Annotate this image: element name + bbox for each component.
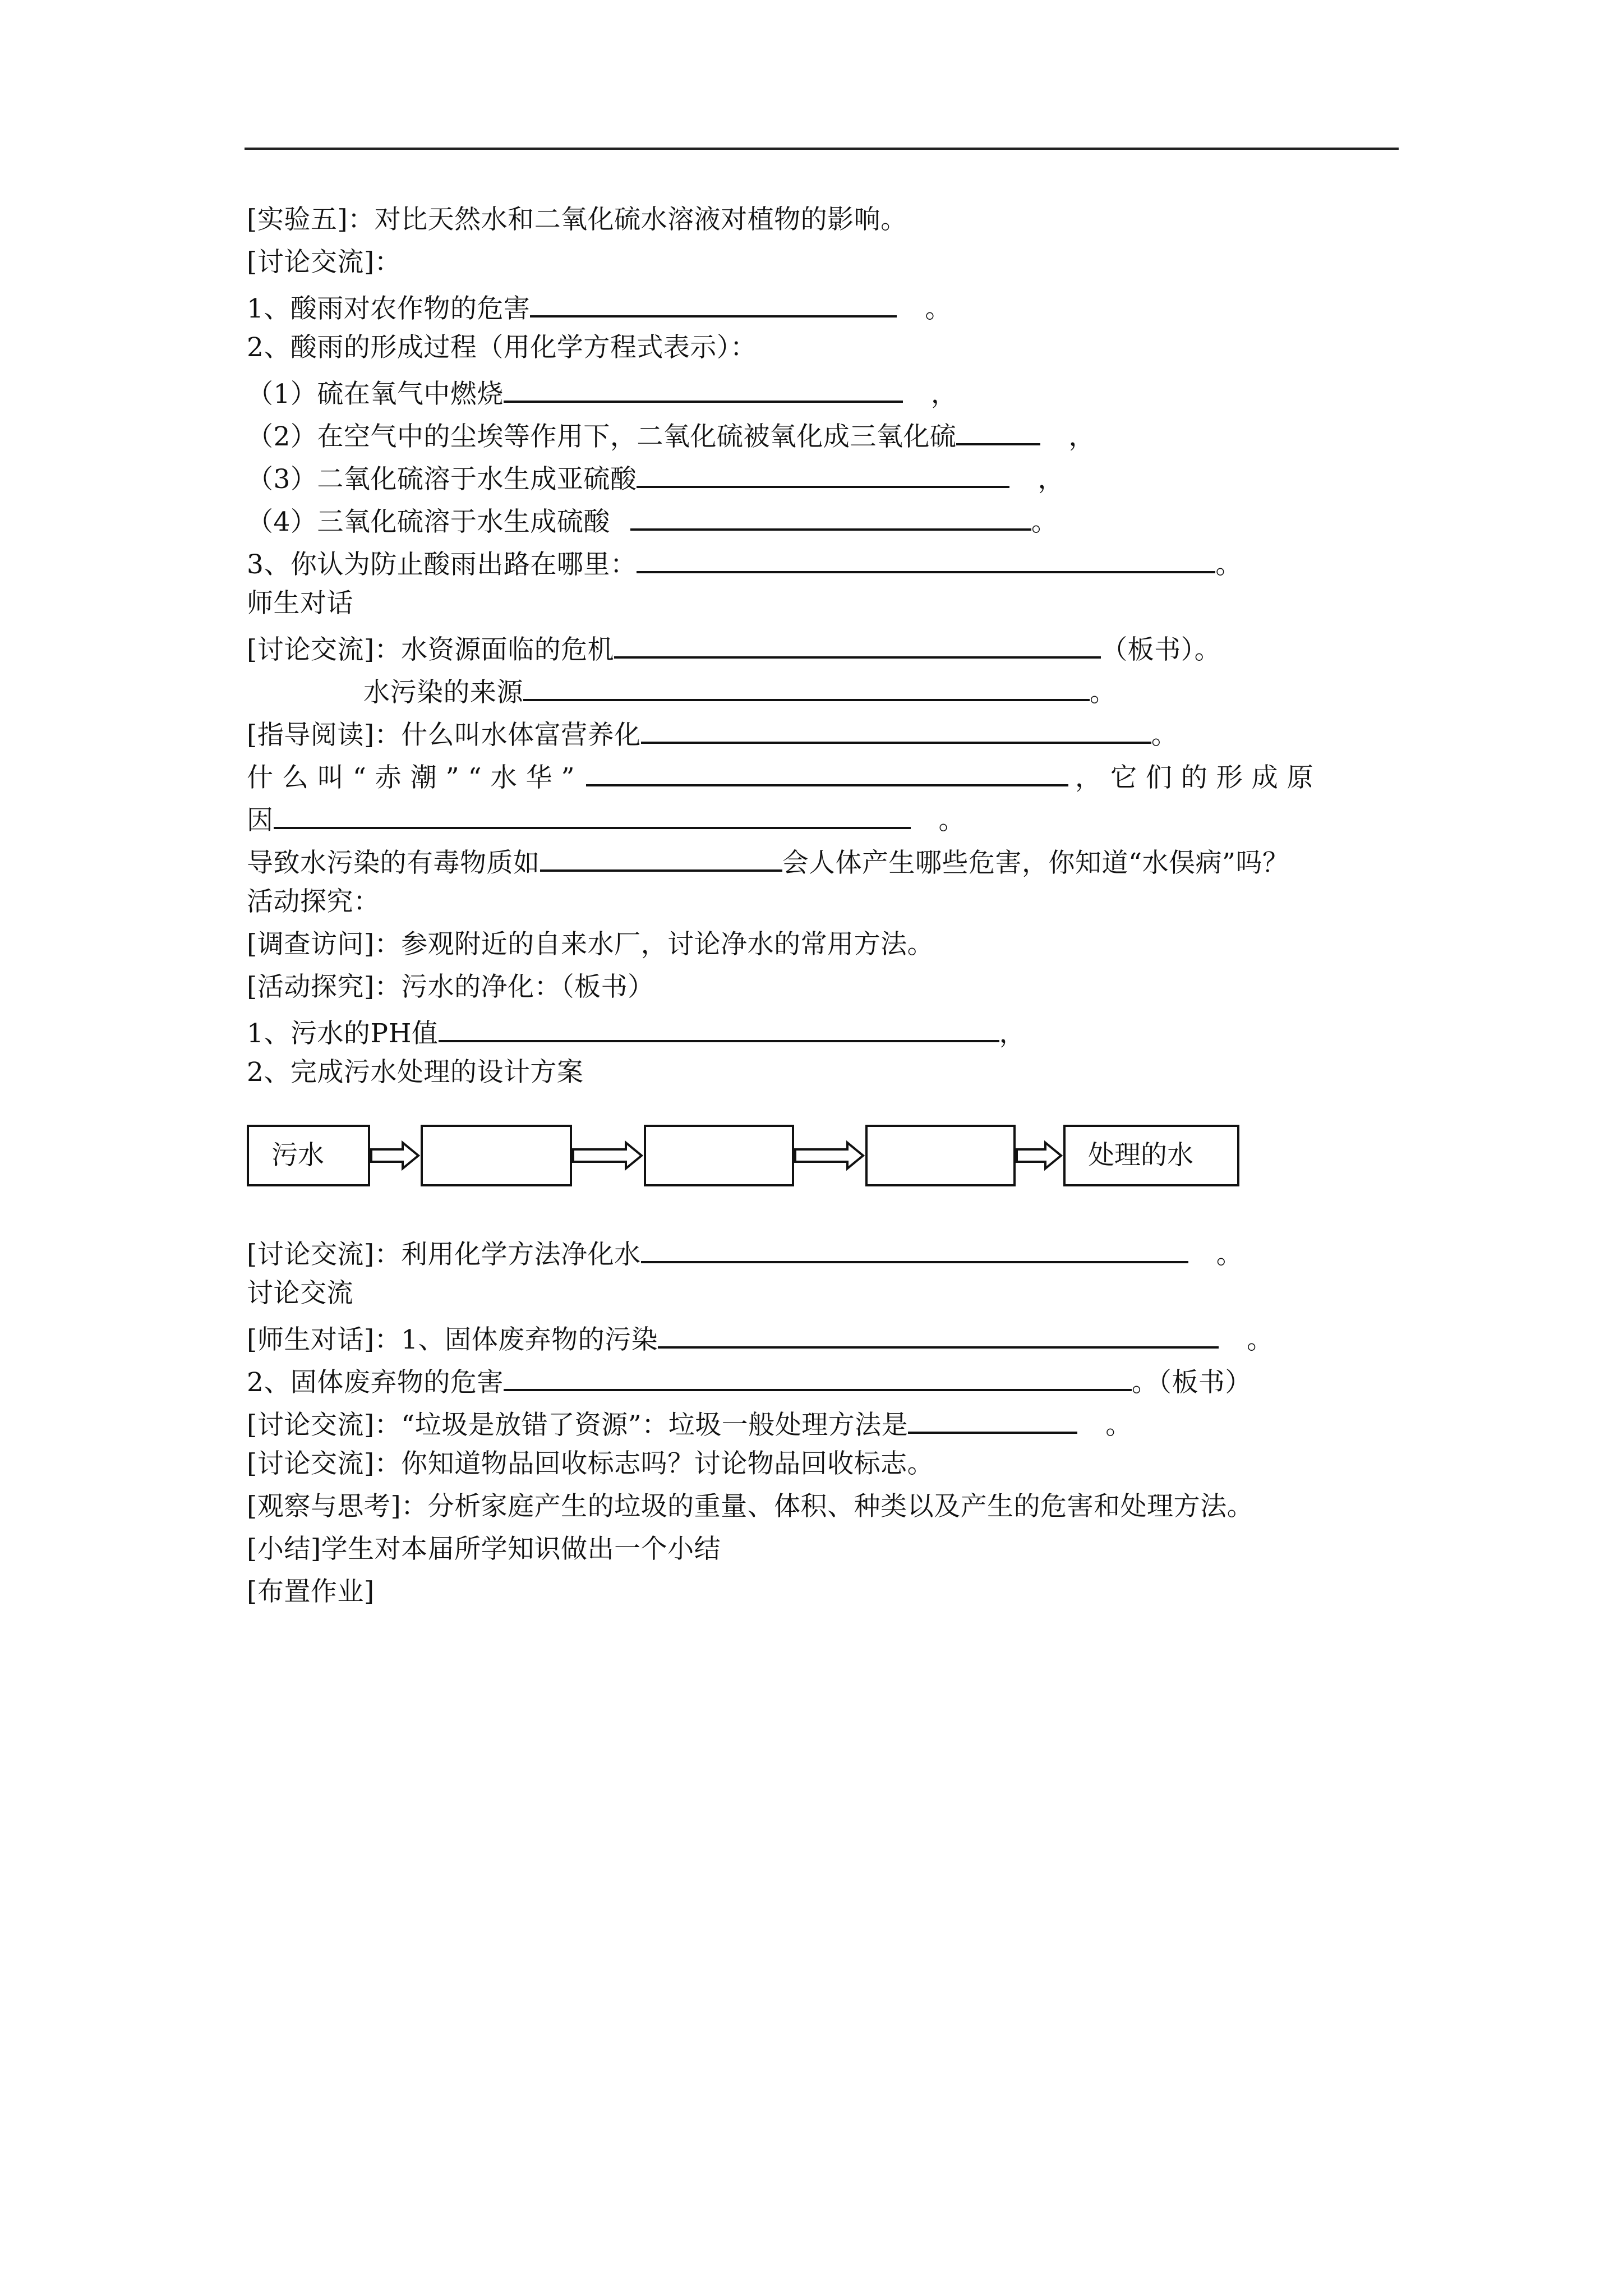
text: 。: [1031, 507, 1058, 537]
text: 导致水污染的有毒物质如: [247, 848, 540, 878]
text: [讨论交流]：你知道物品回收标志吗？讨论物品回收标志。: [247, 1448, 934, 1479]
flow-arrow-icon: [1016, 1140, 1063, 1171]
answer-blank[interactable]: [523, 672, 1090, 701]
text: [讨论交流]：: [247, 247, 402, 278]
observation-line: [247, 1490, 1253, 1524]
text: [观察与思考]：分析家庭产生的垃圾的重量、体积、种类以及产生的危害和处理方法。: [247, 1491, 1254, 1522]
equation-3-line: [247, 459, 1064, 496]
text: [布置作业]: [247, 1576, 375, 1607]
text: 。: [1216, 1239, 1243, 1270]
flow-start-label: 污水: [271, 1140, 324, 1171]
toxic-substance-line: [247, 843, 1289, 880]
text: ， 它 们 的 形 成 原: [1075, 762, 1314, 793]
text: 2、酸雨的形成过程（用化学方程式表示）：: [247, 332, 757, 363]
design-line: [247, 1056, 583, 1089]
flow-step-3-box[interactable]: [865, 1125, 1016, 1186]
acid-rain-harm-line: [247, 288, 952, 326]
text: ，: [1038, 464, 1064, 495]
text: [师生对话]：1、固体废弃物的污染: [247, 1324, 658, 1355]
cause-line: [247, 800, 965, 838]
answer-blank[interactable]: [637, 544, 1215, 573]
text: ，: [930, 379, 958, 409]
flow-end-box: [1063, 1125, 1239, 1186]
purification-line: [247, 970, 654, 1004]
text: 活动探究：: [247, 886, 380, 917]
solid-waste-harm-line: [247, 1362, 1252, 1400]
answer-blank[interactable]: [658, 1319, 1219, 1349]
discussion-heading-2: [247, 1277, 353, 1310]
text: 会人体产生哪些危害，你知道“水俣病”吗？: [782, 848, 1289, 878]
flow-arrow-icon: [572, 1140, 644, 1171]
text: （4）三氧化硫溶于水生成硫酸: [247, 507, 610, 537]
discussion-heading: [247, 246, 401, 279]
answer-blank[interactable]: [504, 1362, 1132, 1391]
text: [讨论交流]：水资源面临的危机: [247, 634, 615, 665]
text: ，: [999, 1018, 1026, 1049]
text: 什 么 叫 “ 赤 潮 ” “ 水 华 ”: [247, 762, 575, 793]
text: 讨论交流: [247, 1278, 353, 1309]
flow-start-box: [247, 1125, 370, 1186]
answer-blank[interactable]: [641, 1234, 1188, 1263]
text: （板书）。: [1101, 634, 1221, 665]
text: 2、完成污水处理的设计方案: [247, 1057, 584, 1088]
flow-end-label: 处理的水: [1088, 1140, 1193, 1171]
text: [讨论交流]：利用化学方法净化水: [247, 1239, 641, 1270]
flow-arrow-icon: [370, 1140, 421, 1171]
acid-rain-formation-line: [247, 331, 757, 365]
red-tide-line: [247, 757, 1313, 795]
text: （2）在空气中的尘埃等作用下，二氧化硫被氧化成三氧化硫: [247, 421, 957, 452]
recycling-line: [247, 1447, 934, 1481]
flow-arrow-icon: [794, 1140, 865, 1171]
equation-2-line: [247, 416, 1095, 454]
homework-line: [247, 1575, 375, 1609]
text: 3、你认为防止酸雨出路在哪里：: [247, 549, 637, 580]
ph-line: [247, 1013, 1026, 1051]
text: 2、固体废弃物的危害: [247, 1367, 504, 1398]
text: [讨论交流]：“垃圾是放错了资源”：垃圾一般处理方法是: [247, 1410, 909, 1441]
text: [活动探究]：污水的净化：（板书）: [247, 972, 654, 1002]
garbage-line: [247, 1405, 1132, 1442]
experiment-5-line: [247, 203, 907, 237]
survey-line: [247, 928, 934, 961]
text: 。: [1247, 1324, 1274, 1355]
answer-blank[interactable]: [908, 1405, 1077, 1434]
text: 。: [1215, 549, 1242, 580]
dialogue-heading: [247, 587, 353, 620]
chemical-purification-line: [247, 1234, 1243, 1272]
answer-blank[interactable]: [637, 459, 1009, 488]
text: 。: [925, 293, 952, 324]
answer-blank[interactable]: [540, 843, 782, 872]
water-crisis-line: [247, 629, 1221, 667]
text: 因: [247, 805, 274, 836]
text: ，: [1068, 421, 1095, 452]
flow-step-2-box[interactable]: [644, 1125, 794, 1186]
answer-blank[interactable]: [274, 800, 911, 829]
text: [实验五]：对比天然水和二氧化硫水溶液对植物的影响。: [247, 204, 907, 235]
answer-blank[interactable]: [586, 757, 1068, 786]
activity-heading: [247, 885, 380, 919]
text: 1、酸雨对农作物的危害: [247, 293, 531, 324]
answer-blank[interactable]: [439, 1013, 999, 1042]
answer-blank[interactable]: [530, 288, 897, 318]
text: 师生对话: [247, 588, 353, 619]
text: 水污染的来源: [363, 677, 523, 708]
answer-blank[interactable]: [956, 416, 1040, 445]
answer-blank[interactable]: [614, 629, 1101, 659]
text: 。: [1105, 1410, 1132, 1441]
answer-blank[interactable]: [630, 501, 1031, 531]
text: 1、污水的PH值: [247, 1018, 439, 1049]
equation-4-line: [247, 501, 1058, 539]
text: [小结]学生对本届所学知识做出一个小结: [247, 1534, 721, 1565]
solid-waste-pollution-line: [247, 1319, 1274, 1357]
answer-blank[interactable]: [504, 374, 903, 403]
eutrophication-line: [247, 715, 1178, 752]
text: [指导阅读]：什么叫水体富营养化: [247, 720, 641, 751]
summary-line: [247, 1533, 721, 1566]
text: 。: [1090, 677, 1117, 708]
answer-blank[interactable]: [641, 715, 1151, 744]
header-rule: [245, 148, 1399, 150]
text: 。: [938, 805, 965, 836]
equation-1-line: [247, 374, 957, 411]
prevention-line: [247, 544, 1242, 582]
text: 。: [1151, 720, 1178, 751]
text: 。（板书）: [1131, 1367, 1252, 1398]
text: [调查访问]：参观附近的自来水厂，讨论净水的常用方法。: [247, 929, 934, 960]
text: （1）硫在氧气中燃烧: [247, 379, 504, 409]
text: （3）二氧化硫溶于水生成亚硫酸: [247, 464, 637, 495]
flow-step-1-box[interactable]: [421, 1125, 572, 1186]
pollution-source-line: [363, 672, 1117, 710]
